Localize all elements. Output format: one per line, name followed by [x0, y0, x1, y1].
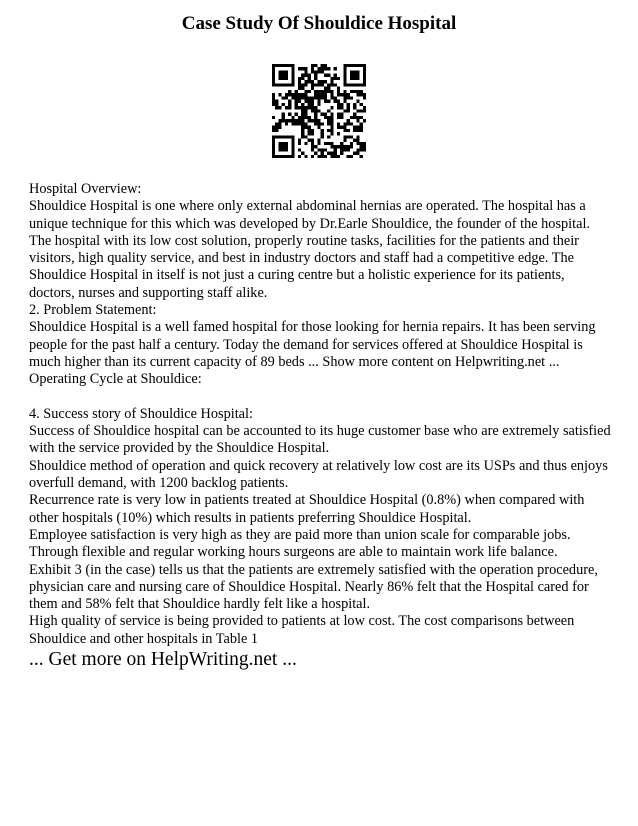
- paragraph-problem: Shouldice Hospital is a well famed hospital for those looking for hernia repairs. It has been serving people for the past half a century. Today the demand for services offered at Shouldice Hospital is much higher than its current capacity of 89 beds ... Show more content on Helpwriting.net ...: [29, 319, 600, 370]
- section-heading-success: 4. Success story of Shouldice Hospital:: [29, 405, 253, 422]
- qr-code-graphic: [272, 64, 366, 158]
- paragraph-hours: Through flexible and regular working hours surgeons are able to maintain work life balance.: [29, 544, 558, 561]
- paragraph-success-base: Success of Shouldice hospital can be accounted to its huge customer base who are extremely satisfied with the service provided by the Shouldice Hospital.: [29, 423, 615, 457]
- document-body: [29, 181, 613, 648]
- qr-code-icon: [272, 64, 366, 158]
- paragraph-exhibit: Exhibit 3 (in the case) tells us that the patients are extremely satisfied with the operation procedure, physician care and nursing care of Shouldice Hospital. Nearly 86% felt that the Hospital cared for them and 58% felt that Shouldice hardly felt like a hospital.: [29, 561, 602, 613]
- paragraph-method: Shouldice method of operation and quick recovery at relatively low cost are its USPs and thus enjoys overfull demand, with 1200 backlog patients.: [29, 457, 612, 492]
- section-heading-overview: Hospital Overview:: [29, 181, 142, 197]
- paragraph-overview: Shouldice Hospital is one where only external abdominal hernias are operated. The hospital has a unique technique for this which was developed by Dr.Earle Shouldice, the founder of the hospital. The hospital with its low cost solution, properly routine tasks, facilities for the patients and their visitors, high quality service, and best in industry doctors and staff had a competitive edge. The Shouldice Hospital in itself is not just a curing centre but a holistic experience for its patients, doctors, nurses and supporting staff alike.: [29, 198, 594, 301]
- paragraph-recurrence: Recurrence rate is very low in patients treated at Shouldice Hospital (0.8%) when compared with other hospitals (10%) which results in patients preferring Shouldice Hospital.: [29, 492, 588, 526]
- paragraph-employee: Employee satisfaction is very high as they are paid more than union scale for comparable jobs.: [29, 526, 571, 543]
- page-title: Case Study Of Shouldice Hospital: [181, 13, 457, 34]
- section-heading-problem: 2. Problem Statement:: [29, 302, 157, 319]
- section-heading-operating-cycle: Operating Cycle at Shouldice:: [29, 371, 202, 388]
- get-more-link[interactable]: ... Get more on HelpWriting.net ...: [29, 649, 297, 670]
- paragraph-quality: High quality of service is being provided to patients at low cost. The cost comparisons between Shouldice and other hospitals in Table 1: [29, 613, 578, 647]
- blank-line: [29, 389, 613, 406]
